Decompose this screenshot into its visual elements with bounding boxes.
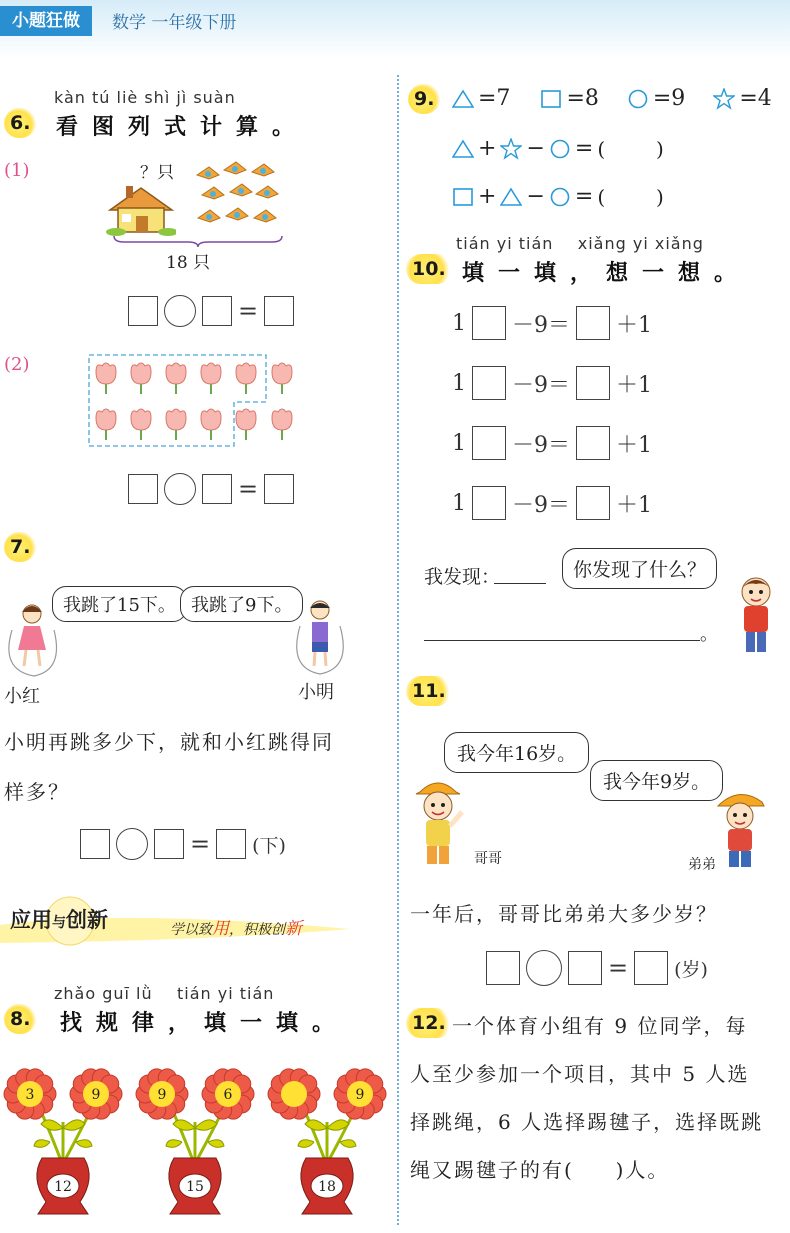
answer-box[interactable] xyxy=(472,426,506,460)
q9-number: 9. xyxy=(408,84,440,114)
flower-right xyxy=(70,1069,122,1119)
q7-question-line1: 小明再跳多少下，就和小红跳得同 xyxy=(4,730,334,754)
name-xiaoming: 小明 xyxy=(298,682,334,703)
speech-bubble-gege: 我今年16岁。 xyxy=(444,732,589,773)
q10-row xyxy=(452,306,652,340)
answer-box[interactable] xyxy=(576,486,610,520)
flower-right xyxy=(202,1069,254,1119)
name-gege: 哥哥 xyxy=(474,851,502,867)
slogan-part-c: ，积极创 xyxy=(229,922,285,938)
answer-box[interactable] xyxy=(472,366,506,400)
answer-box[interactable] xyxy=(80,829,110,859)
flower-left xyxy=(268,1069,320,1119)
q12-line2: 人至少参加一个项目，其中 5 人选 xyxy=(410,1062,750,1086)
equals-sign: = xyxy=(190,830,211,858)
answer-box[interactable] xyxy=(634,951,668,985)
q12-number: 12. xyxy=(406,1008,452,1038)
operator-circle[interactable] xyxy=(116,828,148,860)
q6-equation-2 xyxy=(128,473,294,505)
vase-number: 15 xyxy=(186,1179,204,1195)
plus-sign: + xyxy=(478,136,497,161)
q10-number: 10. xyxy=(406,254,452,284)
speech-bubble-xiaoming: 我跳了9下。 xyxy=(180,586,303,622)
answer-box[interactable] xyxy=(202,474,232,504)
answer-box[interactable] xyxy=(576,426,610,460)
q6-title: 看图列式计算。 xyxy=(56,115,309,140)
plus-one: ＋1 xyxy=(616,372,652,398)
q12-line4: 绳又踢毽子的有( )人。 xyxy=(410,1158,670,1182)
q6-equation-1 xyxy=(128,295,294,327)
older-brother xyxy=(406,772,470,874)
circle-icon xyxy=(549,139,571,159)
minus-sign: − xyxy=(526,184,545,209)
triangle-icon xyxy=(500,187,522,207)
slogan-part-b: 用 xyxy=(212,919,229,939)
q8-number: 8. xyxy=(4,1004,36,1034)
period: 。 xyxy=(700,624,718,645)
minus-nine-equals: －9＝ xyxy=(512,312,570,338)
q7-number: 7. xyxy=(4,532,36,562)
name-didi: 弟弟 xyxy=(688,857,716,873)
square-value: =8 xyxy=(566,86,599,111)
speech-bubble-xiaohong: 我跳了15下。 xyxy=(52,586,187,622)
star-value: =4 xyxy=(739,86,772,111)
answer-box[interactable] xyxy=(154,829,184,859)
speech-bubble-didi: 我今年9岁。 xyxy=(590,760,723,801)
answer-box[interactable] xyxy=(264,474,294,504)
minus-sign: − xyxy=(526,136,545,161)
q10-title: 填一填，想一想。 xyxy=(462,261,751,286)
answer-box[interactable] xyxy=(568,951,602,985)
operator-circle[interactable] xyxy=(164,295,196,327)
equals-sign: = xyxy=(574,184,594,209)
circle-icon xyxy=(627,89,649,109)
triangle-icon xyxy=(452,89,474,109)
answer-box[interactable] xyxy=(472,486,506,520)
circle-value: =9 xyxy=(652,86,686,111)
speech-bubble-question: 你发现了什么？ xyxy=(562,548,717,589)
plus-one: ＋1 xyxy=(616,312,652,338)
answer-box[interactable] xyxy=(128,296,158,326)
q6-total-label: 18 只 xyxy=(166,253,211,273)
answer-box[interactable] xyxy=(216,829,246,859)
q11-equation xyxy=(486,950,708,986)
plus-one: ＋1 xyxy=(616,432,652,458)
equals-sign: = xyxy=(574,136,594,161)
plus-sign: + xyxy=(478,184,497,209)
q6-part1-label: (1) xyxy=(4,160,30,181)
q6-unknown-label: ？只 xyxy=(140,163,174,183)
q9-definitions xyxy=(452,86,772,111)
tulips-illustration xyxy=(86,352,302,450)
lead-digit: 1 xyxy=(452,310,466,336)
q8-pinyin: zhǎo guī lǜ tián yi tián xyxy=(54,984,275,1003)
lead-digit: 1 xyxy=(452,370,466,396)
star-icon xyxy=(500,138,522,160)
star-icon xyxy=(713,88,735,110)
slogan-part-d: 新 xyxy=(285,919,302,939)
q10-row xyxy=(452,366,652,400)
answer-box[interactable] xyxy=(472,306,506,340)
q9-expression-1 xyxy=(452,136,664,161)
flower-number[interactable]: 9 xyxy=(355,1087,365,1103)
equals-sign: = xyxy=(608,954,629,982)
lead-digit: 1 xyxy=(452,490,466,516)
flower-right xyxy=(334,1069,386,1119)
square-icon xyxy=(452,187,474,207)
q10-row xyxy=(452,486,652,520)
flower-number[interactable]: 6 xyxy=(223,1087,233,1103)
minus-nine-equals: －9＝ xyxy=(512,432,570,458)
square-icon xyxy=(540,89,562,109)
vase-number: 12 xyxy=(54,1179,72,1195)
triangle-icon xyxy=(452,139,474,159)
minus-nine-equals: －9＝ xyxy=(512,492,570,518)
vase-number: 18 xyxy=(318,1179,336,1195)
flower-number[interactable]: 3 xyxy=(25,1087,35,1103)
q9-expression-2 xyxy=(452,184,664,209)
q12-line3: 择跳绳，6 人选择踢毽子，选择既跳 xyxy=(410,1110,764,1134)
birds-illustration xyxy=(192,160,282,238)
answer-box[interactable] xyxy=(128,474,158,504)
operator-circle[interactable] xyxy=(164,473,196,505)
answer-box[interactable] xyxy=(264,296,294,326)
boy-jumping-rope xyxy=(290,596,350,680)
triangle-value: =7 xyxy=(478,86,511,111)
equals-sign: = xyxy=(238,297,259,325)
found-blank-1[interactable] xyxy=(494,583,546,584)
q11-unit: (岁) xyxy=(674,958,708,981)
q6-number: 6. xyxy=(4,108,36,138)
operator-circle[interactable] xyxy=(526,950,562,986)
header-subject: 数学 一年级下册 xyxy=(112,13,237,33)
banner-title xyxy=(10,904,108,934)
q10-row xyxy=(452,426,652,460)
q7-unit: (下) xyxy=(252,834,286,857)
q10-pinyin: tián yi tián xiǎng yi xiǎng xyxy=(456,234,704,253)
q7-question-line2: 样多？ xyxy=(4,780,70,804)
name-xiaohong: 小红 xyxy=(4,686,40,707)
q9-answer-2[interactable]: ( ) xyxy=(597,184,664,209)
q11-question: 一年后，哥哥比弟弟大多少岁？ xyxy=(410,902,718,926)
house-illustration xyxy=(106,184,176,236)
answer-box[interactable] xyxy=(576,366,610,400)
banner-title-a: 应用 xyxy=(10,908,52,932)
flower-number[interactable]: 9 xyxy=(157,1087,167,1103)
flower-left xyxy=(4,1069,56,1119)
q9-answer-1[interactable]: ( ) xyxy=(597,136,664,161)
brace xyxy=(112,234,284,248)
answer-box[interactable] xyxy=(202,296,232,326)
banner-title-c: 创新 xyxy=(66,908,108,932)
lead-digit: 1 xyxy=(452,430,466,456)
flower-number[interactable]: 9 xyxy=(91,1087,101,1103)
flower-pots-svg xyxy=(0,1062,395,1222)
banner-slogan xyxy=(170,914,302,939)
flower-pots xyxy=(0,1062,395,1222)
q12-line1: 一个体育小组有 9 位同学，每 xyxy=(452,1014,748,1038)
banner-title-b: 与 xyxy=(52,915,66,931)
q6-part2-label: (2) xyxy=(4,354,30,375)
answer-box[interactable] xyxy=(486,951,520,985)
q11-number: 11. xyxy=(406,676,452,706)
flower-left xyxy=(136,1069,188,1119)
girl-jumping-rope xyxy=(4,600,64,680)
plus-one: ＋1 xyxy=(616,492,652,518)
found-label: 我发现： xyxy=(424,566,501,588)
found-blank-2[interactable] xyxy=(424,640,700,641)
boy-thinking xyxy=(726,574,786,660)
younger-brother xyxy=(710,782,770,872)
q8-title: 找规律，填一填。 xyxy=(60,1011,349,1036)
equals-sign: = xyxy=(238,475,259,503)
circle-icon xyxy=(549,187,571,207)
q7-equation xyxy=(80,828,286,860)
column-divider xyxy=(397,75,399,1225)
answer-box[interactable] xyxy=(576,306,610,340)
slogan-part-a: 学以致 xyxy=(170,922,212,938)
header-badge: 小题狂做 xyxy=(0,6,92,36)
q6-pinyin: kàn tú liè shì jì suàn xyxy=(54,88,236,107)
minus-nine-equals: －9＝ xyxy=(512,372,570,398)
